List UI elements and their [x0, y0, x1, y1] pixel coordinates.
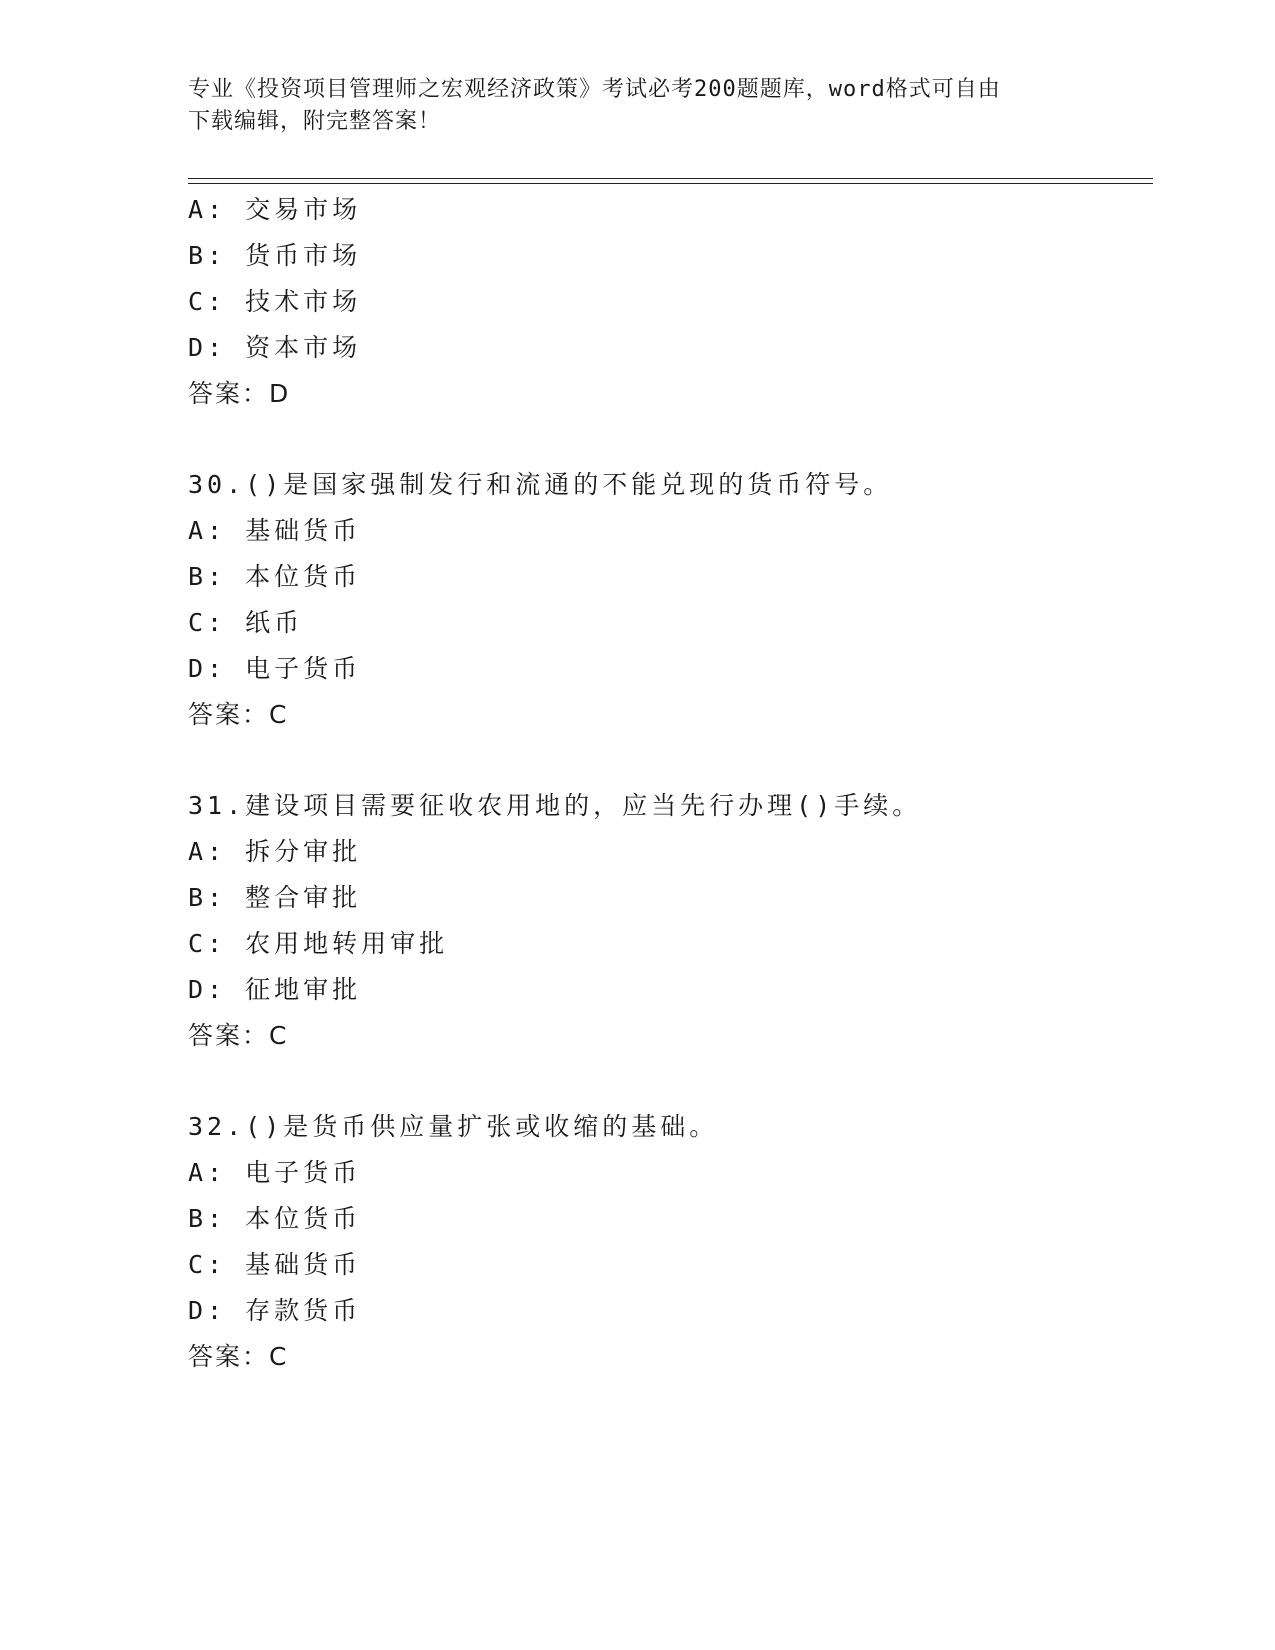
option-d: D: 存款货币	[188, 1296, 362, 1325]
question-list	[188, 187, 1153, 1380]
header-rule-top	[188, 178, 1153, 179]
answer: 答案：C	[188, 1342, 289, 1371]
option-d: D: 电子货币	[188, 654, 362, 683]
option-b: B: 本位货币	[188, 1204, 362, 1233]
question-block-29	[188, 187, 1153, 417]
option-a: A: 拆分审批	[188, 837, 362, 866]
header-line-1: 专业《投资项目管理师之宏观经济政策》考试必考200题题库，word格式可自由	[188, 77, 1001, 102]
header-line-2: 下载编辑，附完整答案！	[188, 109, 442, 134]
option-c: C: 基础货币	[188, 1250, 362, 1279]
option-b: B: 本位货币	[188, 562, 362, 591]
question-text: 32.()是货币供应量扩张或收缩的基础。	[188, 1112, 719, 1141]
option-b: B: 货币市场	[188, 241, 362, 270]
question-text: 31.建设项目需要征收农用地的，应当先行办理()手续。	[188, 791, 922, 820]
option-a: A: 交易市场	[188, 195, 362, 224]
question-block-31	[188, 783, 1153, 1059]
question-block-30	[188, 462, 1153, 738]
option-c: C: 技术市场	[188, 287, 362, 316]
option-b: B: 整合审批	[188, 883, 362, 912]
option-d: D: 征地审批	[188, 975, 362, 1004]
header-rule-bottom	[188, 183, 1153, 184]
question-block-32	[188, 1104, 1153, 1380]
option-a: A: 基础货币	[188, 516, 362, 545]
document-header	[188, 74, 1068, 138]
answer: 答案：C	[188, 700, 289, 729]
answer: 答案：D	[188, 379, 291, 408]
option-c: C: 纸币	[188, 608, 304, 637]
option-d: D: 资本市场	[188, 333, 362, 362]
answer: 答案：C	[188, 1021, 289, 1050]
question-text: 30.()是国家强制发行和流通的不能兑现的货币符号。	[188, 470, 893, 499]
option-a: A: 电子货币	[188, 1158, 362, 1187]
option-c: C: 农用地转用审批	[188, 929, 449, 958]
